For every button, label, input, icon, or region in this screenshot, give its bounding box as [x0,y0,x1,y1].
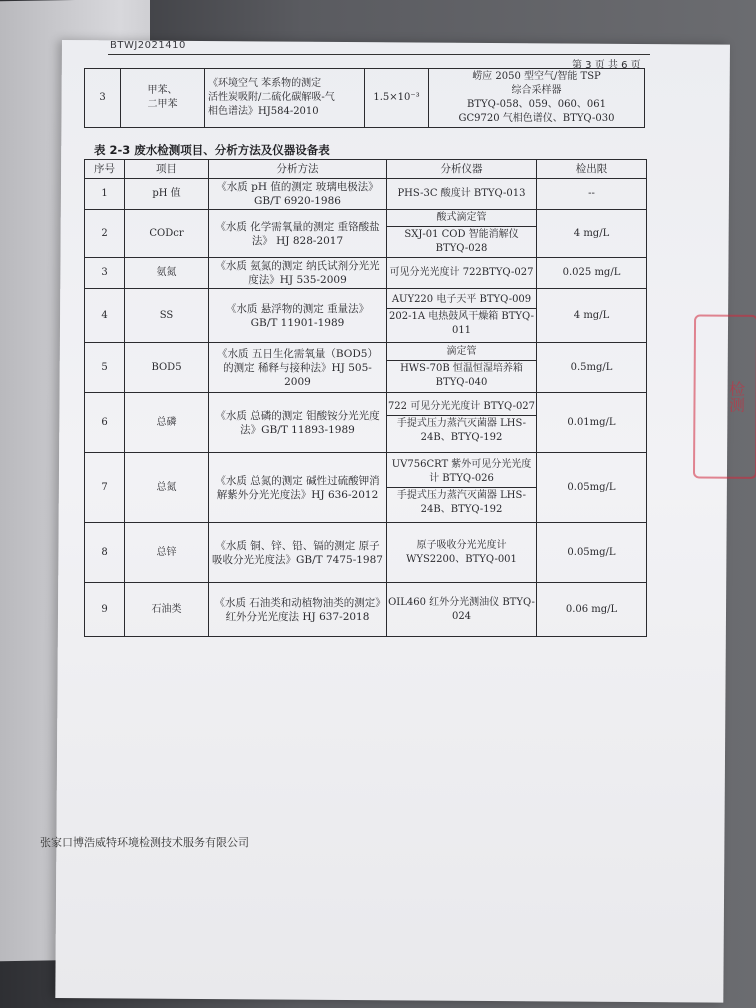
row-number: 8 [85,523,125,583]
header-rule [108,54,650,55]
header-instrument: 分析仪器 [387,160,537,179]
instrument-entry: 722 可见分光光度计 BTYQ-027 [387,399,536,416]
instrument-entry: 202-1A 电热鼓风干燥箱 BTYQ-011 [389,311,534,336]
instrument-entry: 原子吸收分光光度计 WYS2200、BTYQ-001 [406,539,517,565]
row-number: 9 [85,583,125,637]
row-number: 4 [85,289,125,343]
instrument-entry: 可见分光光度计 722BTYQ-027 [389,267,534,278]
item-cell: 甲苯、 二甲苯 [121,69,205,128]
method-cell: 《水质 化学需氧量的测定 重铬酸盐法》 HJ 828-2017 [209,210,387,258]
instrument-cell [387,393,537,453]
table-row [85,343,647,393]
item-cell: 总锌 [125,523,209,583]
header-method: 分析方法 [209,160,387,179]
method-cell: 《水质 悬浮物的测定 重量法》 GB/T 11901-1989 [209,289,387,343]
instrument-entry: 滴定管 [387,344,536,361]
item-cell: 总磷 [125,393,209,453]
previous-table-continuation [84,68,645,128]
instrument-entry: PHS-3C 酸度计 BTYQ-013 [397,188,526,199]
table-row [85,393,647,453]
limit-cell: 0.05mg/L [537,453,647,523]
instrument-entry: AUY220 电子天平 BTYQ-009 [387,292,536,309]
instrument-cell [387,179,537,210]
row-number: 3 [85,69,121,128]
limit-cell: -- [537,179,647,210]
item-cell: SS [125,289,209,343]
table-row [85,69,645,128]
limit-cell: 4 mg/L [537,289,647,343]
row-number: 5 [85,343,125,393]
table-row [85,210,647,258]
item-cell: BOD5 [125,343,209,393]
red-seal-stamp: 检测 [693,314,756,478]
method-cell: 《水质 氨氮的测定 纳氏试剂分光光度法》HJ 535-2009 [209,258,387,289]
method-cell: 《水质 总磷的测定 钼酸铵分光光度法》GB/T 11893-1989 [209,393,387,453]
item-cell: 石油类 [125,583,209,637]
table-caption: 表 2-3 废水检测项目、分析方法及仪器设备表 [94,143,330,157]
table-row [85,258,647,289]
method-cell: 《水质 石油类和动植物油类的测定》红外分光光度法 HJ 637-2018 [209,583,387,637]
instrument-entry: UV756CRT 紫外可见分光光度计 BTYQ-026 [387,457,536,488]
method-cell: 《水质 五日生化需氧量（BOD5）的测定 稀释与接种法》HJ 505-2009 [209,343,387,393]
method-cell: 《环境空气 苯系物的测定 活性炭吸附/二硫化碳解吸-气 相色谱法》HJ584-2010 [205,69,365,128]
table-row [85,289,647,343]
method-cell: 《水质 铜、锌、铅、镉的测定 原子吸收分光光度法》GB/T 7475-1987 [209,523,387,583]
instrument-cell [387,343,537,393]
limit-cell: 0.01mg/L [537,393,647,453]
item-cell: 总氮 [125,453,209,523]
instrument-entry: 手提式压力蒸汽灭菌器 LHS-24B、BTYQ-192 [396,418,527,443]
table-row [85,583,647,637]
limit-cell: 0.05mg/L [537,523,647,583]
instrument-entry: 酸式滴定管 [387,210,536,227]
limit-cell: 4 mg/L [537,210,647,258]
table-row [85,179,647,210]
table-row [85,453,647,523]
document-id: BTWJ2021410 [110,40,186,51]
table-header-row [85,160,647,179]
instrument-entry: OIL460 红外分光测油仪 BTYQ-024 [388,596,535,622]
header-item: 项目 [125,160,209,179]
wastewater-methods-table [84,159,647,637]
limit-cell: 0.025 mg/L [537,258,647,289]
item-cell: pH 值 [125,179,209,210]
header-limit: 检出限 [537,160,647,179]
instrument-entry: SXJ-01 COD 智能消解仪 BTYQ-028 [404,229,519,254]
item-cell: 氨氮 [125,258,209,289]
header-no: 序号 [85,160,125,179]
limit-cell: 1.5×10⁻³ [365,69,429,128]
page-number: 第 3 页 共 6 页 [572,60,641,71]
limit-cell: 0.06 mg/L [537,583,647,637]
instrument-cell [387,453,537,523]
row-number: 1 [85,179,125,210]
row-number: 2 [85,210,125,258]
method-cell: 《水质 总氮的测定 碱性过硫酸钾消解紫外分光光度法》HJ 636-2012 [209,453,387,523]
instrument-entry: HWS-70B 恒温恒湿培养箱 BTYQ-040 [400,363,523,388]
item-cell: CODcr [125,210,209,258]
row-number: 7 [85,453,125,523]
limit-cell: 0.5mg/L [537,343,647,393]
row-number: 3 [85,258,125,289]
instrument-cell [387,583,537,637]
instrument-cell [387,258,537,289]
company-footer: 张家口博浩威特环境检测技术服务有限公司 [40,836,249,849]
instrument-cell [387,289,537,343]
table-row [85,523,647,583]
method-cell: 《水质 pH 值的测定 玻璃电极法》 GB/T 6920-1986 [209,179,387,210]
instrument-cell [387,210,537,258]
instrument-cell [387,523,537,583]
instrument-cell: 崂应 2050 型空气/智能 TSP 综合采样器 BTYQ-058、059、060、061 GC9720 气相色谱仪、BTYQ-030 [429,69,645,128]
instrument-entry: 手提式压力蒸汽灭菌器 LHS-24B、BTYQ-192 [396,490,527,515]
row-number: 6 [85,393,125,453]
